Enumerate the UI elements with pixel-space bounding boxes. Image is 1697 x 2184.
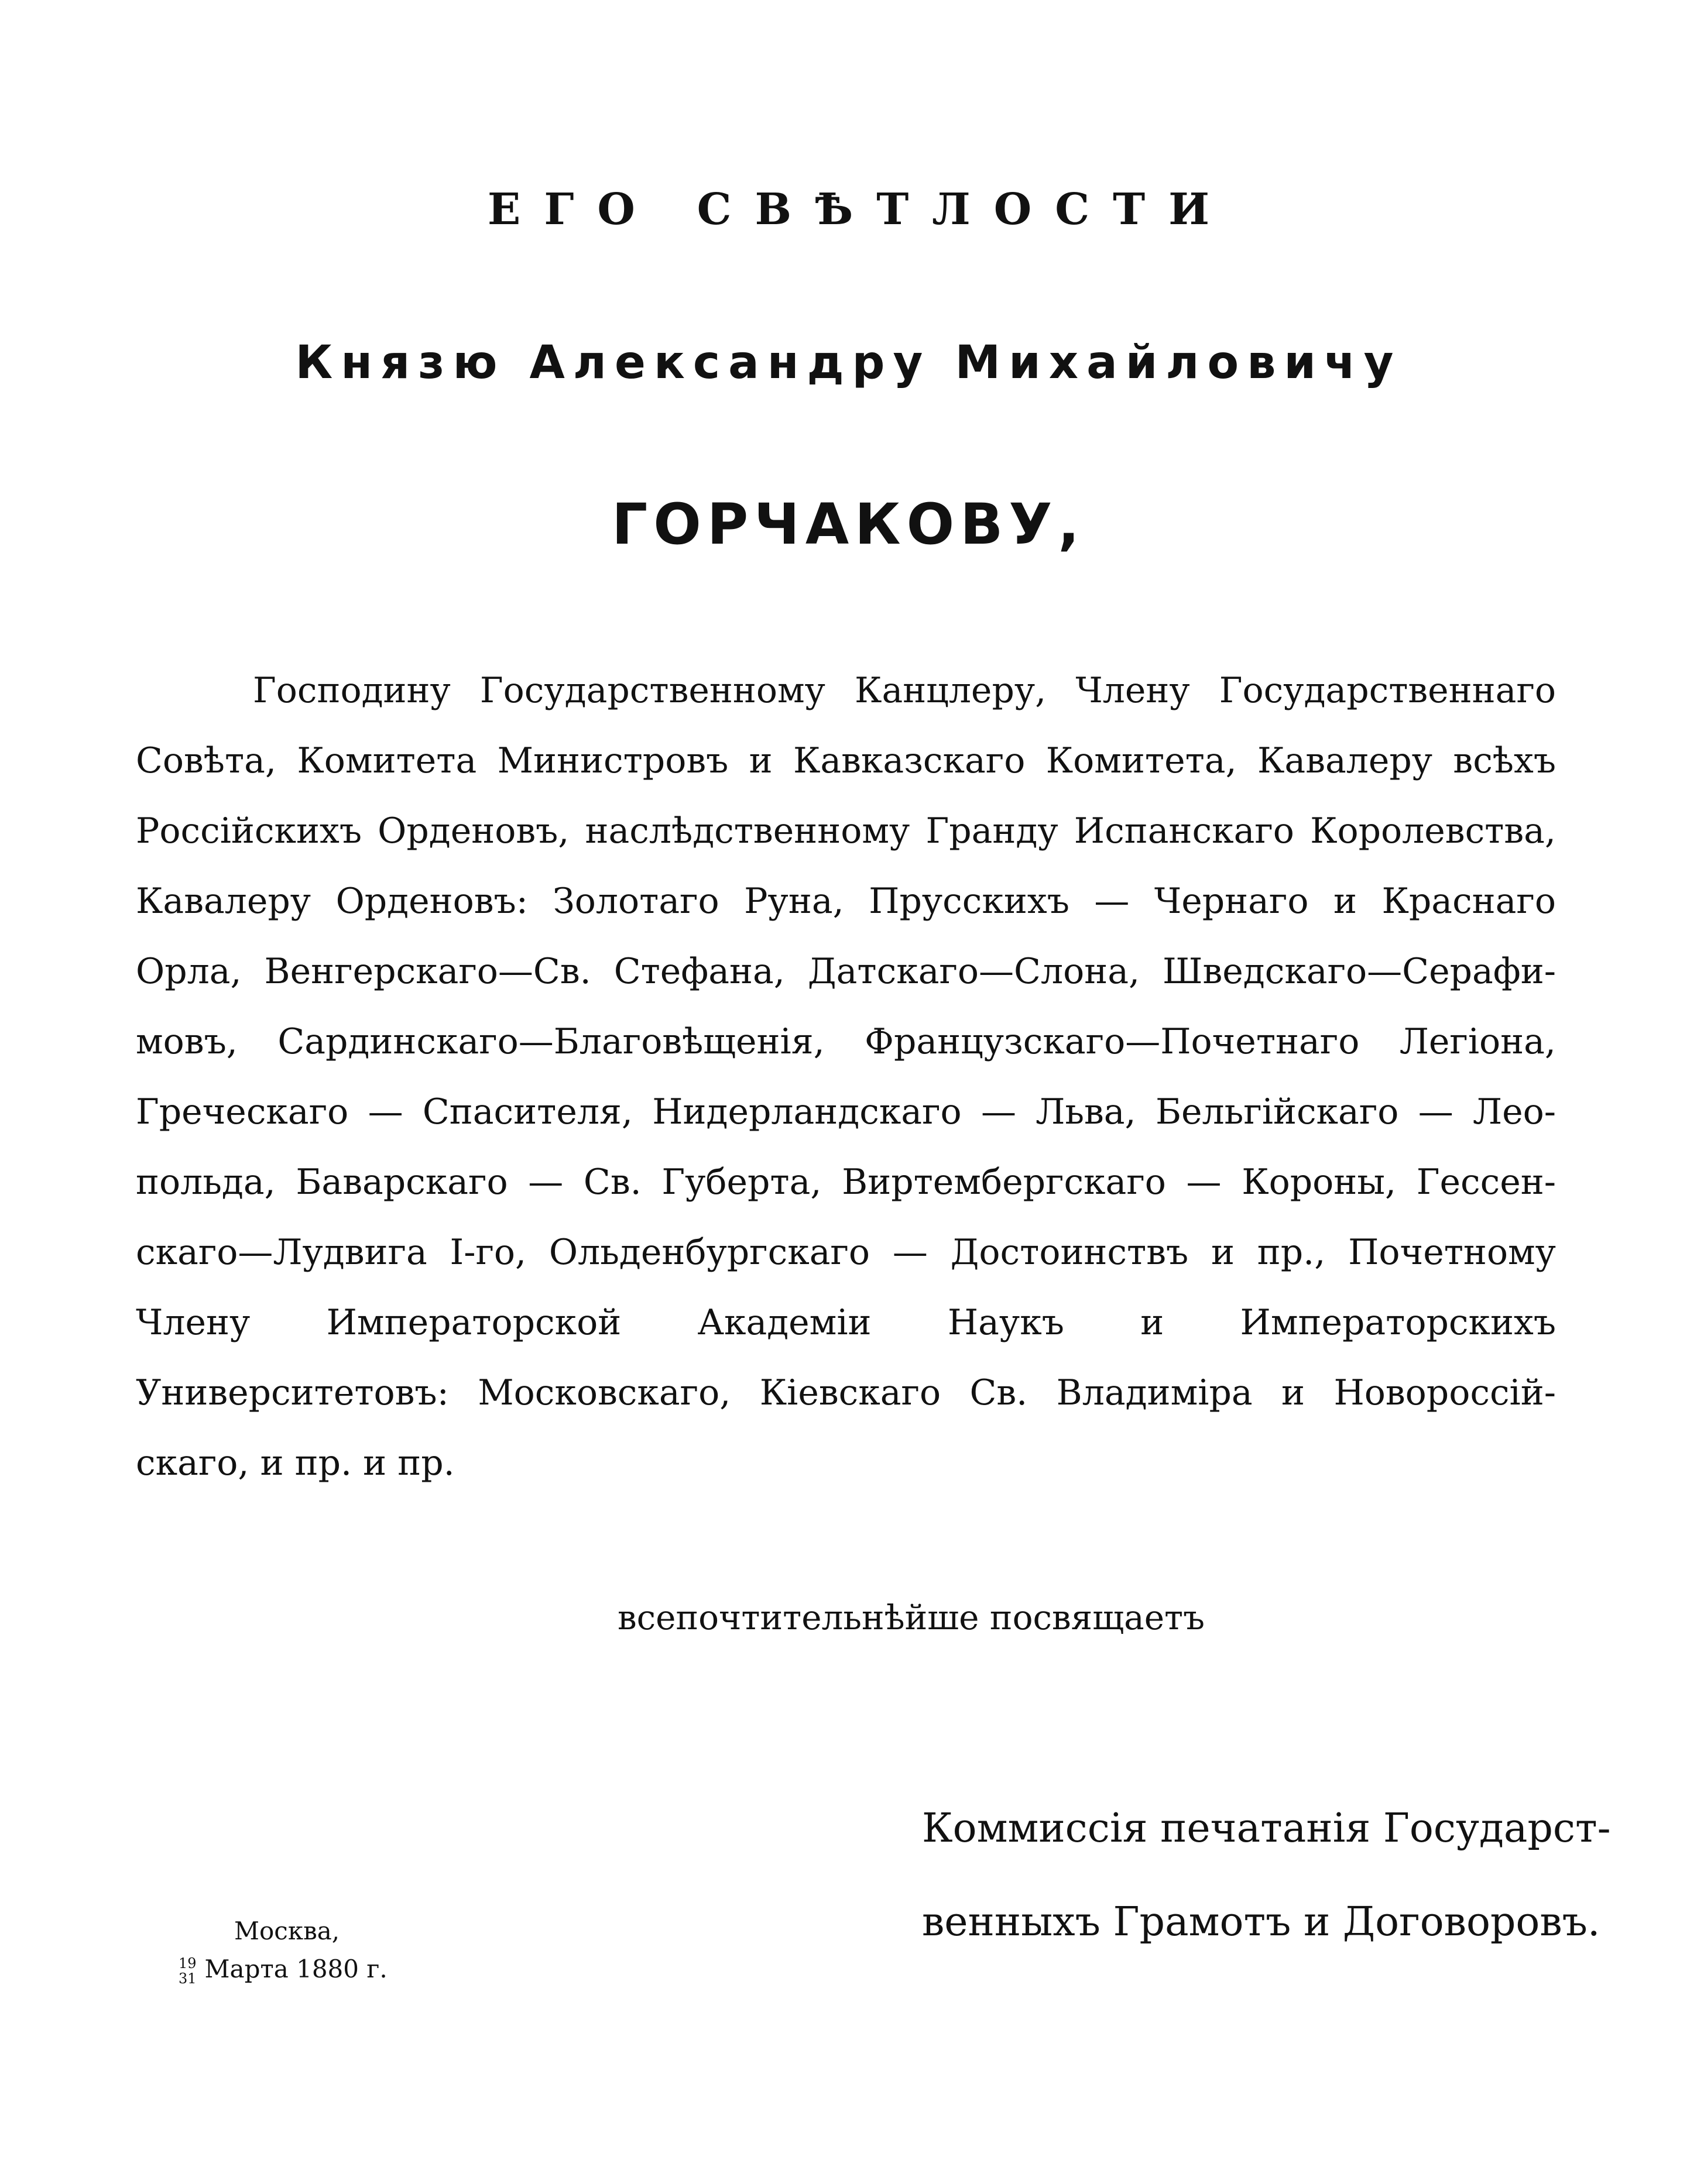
body-line: Совѣта, Комитета Министровъ и Кавказскаго Комитета, Кавалеру всѣхъ — [136, 740, 1556, 781]
place-label: Москва, — [234, 1917, 340, 1945]
body-line: Университетовъ: Московскаго, Кіевскаго Св. Владиміра и Новороссій- — [136, 1372, 1556, 1413]
date-text: Марта 1880 г. — [204, 1955, 388, 1983]
body-line: Орла, Венгерскаго—Св. Стефана, Датскаго—Слона, Шведскаго—Серафи- — [136, 951, 1556, 992]
date-day-old-style: 19 — [179, 1955, 197, 1972]
body-line: мовъ, Сардинскаго—Благовѣщенія, Французскаго—Почетнаго Легіона, — [136, 1021, 1556, 1062]
dedication-heading-title: ЕГО СВѢТЛОСТИ — [487, 184, 1233, 235]
signature-block — [922, 1782, 1611, 1969]
body-line: скаго, и пр. и пр. — [136, 1443, 455, 1484]
signature-line-2: венныхъ Грамотъ и Договоровъ. — [922, 1899, 1600, 1945]
titles-paragraph — [136, 655, 1556, 1498]
dedication-heading-name: Князю Александру Михайловичу — [295, 336, 1402, 389]
signature-line-1: Коммиссія печатанія Государст- — [922, 1805, 1611, 1852]
body-line: Члену Императорской Академіи Наукъ и Императорскихъ — [136, 1302, 1556, 1343]
body-line: польда, Баварскаго — Св. Губерта, Виртембергскаго — Короны, Гессен- — [136, 1162, 1556, 1203]
body-line: Россійскихъ Орденовъ, наслѣдственному Гранду Испанскаго Королевства, — [136, 811, 1556, 851]
body-line: Греческаго — Спасителя, Нидерландскаго — Льва, Бельгійскаго — Лео- — [136, 1091, 1556, 1132]
dedication-phrase: всепочтительнѣйше посвящаетъ — [618, 1598, 1205, 1637]
date-label — [179, 1955, 388, 1986]
body-line: Кавалеру Орденовъ: Золотаго Руна, Прусскихъ — Чернаго и Краснаго — [136, 881, 1556, 922]
body-line: скаго—Лудвига I-го, Ольденбургскаго — Достоинствъ и пр., Почетному — [136, 1232, 1556, 1273]
body-line: Господину Государственному Канцлеру, Члену Государственнаго — [253, 670, 1556, 711]
date-day-new-style: 31 — [179, 1970, 197, 1987]
date-day-fraction — [179, 1956, 197, 1986]
dedication-heading-surname: ГОРЧАКОВУ, — [612, 492, 1085, 557]
